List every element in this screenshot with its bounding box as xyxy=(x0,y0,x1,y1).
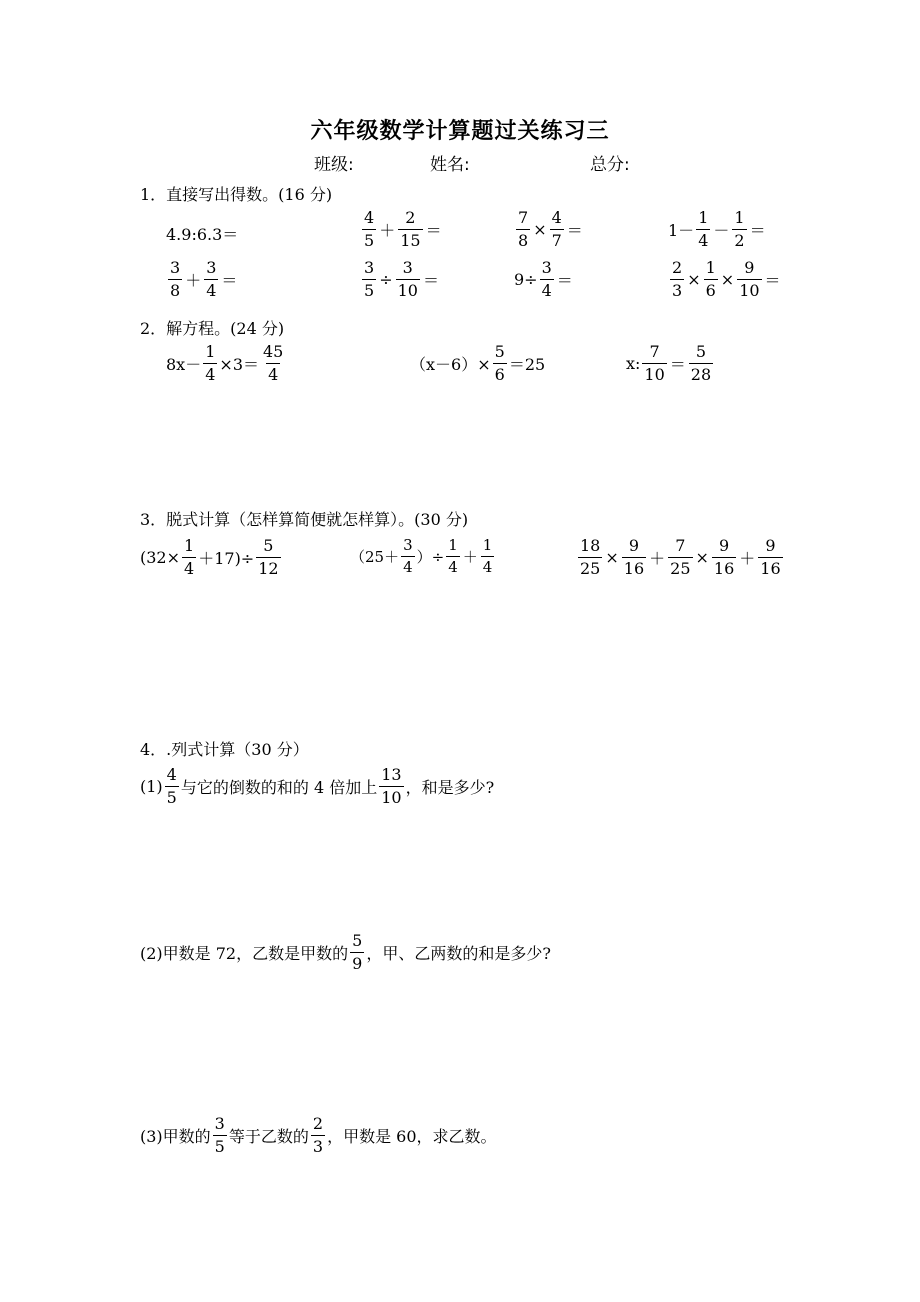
problem-1e: $\frac{3}{8}$ ＋ $\frac{3}{4}$ ＝ xyxy=(170,258,238,300)
section-4-heading: 4．.列式计算（30 分） xyxy=(140,740,309,759)
fraction: $\frac{5}{9}$ xyxy=(352,931,363,973)
section-1-heading: 1．直接写出得数。(16 分) xyxy=(140,185,333,204)
fraction: $\frac{3}{4}$ xyxy=(541,258,552,300)
equation-2a: 8x－ $\frac{1}{4}$ ×3＝ $\frac{45}{4}$ xyxy=(166,342,284,384)
fraction: $\frac{1}{2}$ xyxy=(734,208,745,250)
problem-1h: $\frac{2}{3}$ × $\frac{1}{6}$ × $\frac{9}{10}$ ＝ xyxy=(672,258,781,300)
fraction: $\frac{4}{7}$ xyxy=(551,208,562,250)
problem-1d: 1－ $\frac{1}{4}$ － $\frac{1}{2}$ ＝ xyxy=(668,208,766,250)
fraction: $\frac{2}{15}$ xyxy=(400,208,421,250)
equation-2b: （x－6）× $\frac{5}{6}$ ＝25 xyxy=(410,342,546,384)
fraction: $\frac{9}{16}$ xyxy=(760,536,781,578)
section-2-heading: 2．解方程。(24 分) xyxy=(140,319,285,338)
fraction: $\frac{1}{4}$ xyxy=(205,342,216,384)
fraction: $\frac{18}{25}$ xyxy=(580,536,601,578)
fraction: $\frac{1}{4}$ xyxy=(184,536,195,578)
class-label: 班级: xyxy=(314,155,354,175)
name-label: 姓名: xyxy=(430,155,470,175)
fraction: $\frac{9}{16}$ xyxy=(623,536,645,578)
fraction: $\frac{3}{5}$ xyxy=(214,1114,225,1156)
fraction: $\frac{3}{4}$ xyxy=(206,258,217,300)
problem-1f: $\frac{3}{5}$ ÷ $\frac{3}{10}$ ＝ xyxy=(364,258,439,300)
fraction: $\frac{7}{25}$ xyxy=(670,536,691,578)
problem-1b: $\frac{4}{5}$ ＋ $\frac{2}{15}$ ＝ xyxy=(364,208,442,250)
problem-3c: $\frac{18}{25}$ × $\frac{9}{16}$ ＋ $\frac{7}{25}$ × $\frac{9}{16}$ ＋ $\frac{9}{16}$ xyxy=(580,536,781,578)
fraction: $\frac{13}{10}$ xyxy=(381,765,402,807)
problem-3a: (32× $\frac{1}{4}$ ＋17)÷ $\frac{5}{12}$ xyxy=(140,536,279,578)
problem-1a xyxy=(166,222,238,245)
page-title: 六年级数学计算题过关练习三 xyxy=(310,119,610,144)
fraction: $\frac{1}{4}$ xyxy=(482,536,493,576)
expr-text: 4.9:6.3＝ xyxy=(166,225,239,244)
word-problem-3: (3)甲数的 $\frac{3}{5}$ 等于乙数的 $\frac{2}{3}$ ，甲数是 60，求乙数。 xyxy=(140,1114,497,1156)
fraction: $\frac{1}{4}$ xyxy=(698,208,709,250)
fraction: $\frac{7}{8}$ xyxy=(518,208,529,250)
problem-1c: $\frac{7}{8}$ × $\frac{4}{7}$ ＝ xyxy=(518,208,583,250)
fraction: $\frac{5}{6}$ xyxy=(494,342,505,384)
fraction: $\frac{3}{5}$ xyxy=(364,258,375,300)
fraction: $\frac{2}{3}$ xyxy=(312,1114,324,1156)
fraction: $\frac{1}{6}$ xyxy=(705,258,716,300)
problem-3b: （25＋ $\frac{3}{4}$ ）÷ $\frac{1}{4}$ ＋ $\frac{1}{4}$ xyxy=(350,536,493,576)
fraction: $\frac{9}{10}$ xyxy=(739,258,760,300)
fraction: $\frac{1}{4}$ xyxy=(448,536,458,576)
fraction: $\frac{7}{10}$ xyxy=(644,342,665,384)
fraction: $\frac{3}{8}$ xyxy=(170,258,181,300)
fraction: $\frac{3}{10}$ xyxy=(397,258,418,300)
score-label: 总分: xyxy=(590,155,630,175)
fraction: $\frac{2}{3}$ xyxy=(672,258,683,300)
fraction: $\frac{4}{5}$ xyxy=(364,208,375,250)
word-problem-1: (1) $\frac{4}{5}$ 与它的倒数的和的 4 倍加上 $\frac{13}{10}$ ，和是多少? xyxy=(140,765,495,807)
fraction: $\frac{5}{12}$ xyxy=(258,536,279,578)
problem-1g: 9÷ $\frac{3}{4}$ ＝ xyxy=(514,258,573,300)
fraction: $\frac{5}{28}$ xyxy=(690,342,712,384)
fraction: $\frac{45}{4}$ xyxy=(263,342,284,384)
fraction: $\frac{9}{16}$ xyxy=(713,536,735,578)
fraction: $\frac{3}{4}$ xyxy=(403,536,413,576)
word-problem-2: (2)甲数是 72，乙数是甲数的 $\frac{5}{9}$ ，甲、乙两数的和是多少? xyxy=(140,931,551,973)
fraction: $\frac{4}{5}$ xyxy=(166,765,177,807)
section-3-heading: 3．脱式计算（怎样算简便就怎样算）。(30 分) xyxy=(140,510,469,529)
equation-2c: x: $\frac{7}{10}$ ＝ $\frac{5}{28}$ xyxy=(626,342,712,384)
